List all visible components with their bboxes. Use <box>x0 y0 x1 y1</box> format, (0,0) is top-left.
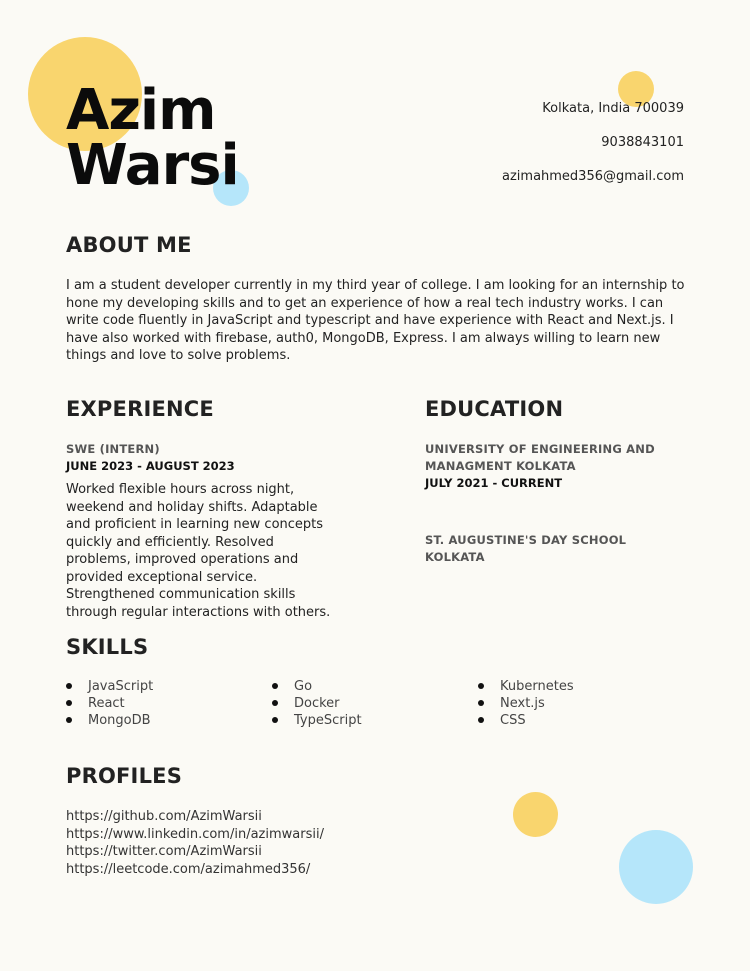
bullet-icon <box>66 717 72 723</box>
profiles-heading: PROFILES <box>66 764 183 788</box>
bullet-icon <box>478 683 484 689</box>
first-name: Azim <box>66 78 216 143</box>
skill-label: JavaScript <box>88 679 154 694</box>
skill-label: Docker <box>294 696 340 711</box>
skill-item <box>478 712 574 729</box>
skills-column <box>66 678 153 729</box>
skills-column <box>478 678 574 729</box>
profile-link-github[interactable]: https://github.com/AzimWarsii <box>66 809 262 824</box>
skill-label: Kubernetes <box>500 679 574 694</box>
bullet-icon <box>478 700 484 706</box>
contact-phone: 9038843101 <box>601 135 684 150</box>
bullet-icon <box>272 717 278 723</box>
profile-link-twitter[interactable]: https://twitter.com/AzimWarsii <box>66 844 262 859</box>
experience-role: SWE (INTERN) <box>66 442 160 456</box>
contact-info <box>502 100 684 202</box>
bullet-icon <box>66 700 72 706</box>
experience-heading: EXPERIENCE <box>66 397 214 421</box>
skill-item <box>272 712 362 729</box>
skill-item <box>272 678 362 695</box>
about-text: I am a student developer currently in my third year of college. I am looking for an internship to hone my developing skills and to get an experience of how a real tech industry works. I can write code fluently in JavaScript and typescript and have experience with React and Next.js. I have also worked with firebase, auth0, MongoDB, Express. I am always willing to learn new things and love to solve problems. <box>66 278 685 363</box>
skill-label: Go <box>294 679 313 694</box>
profile-link-linkedin[interactable]: https://www.linkedin.com/in/azimwarsii/ <box>66 826 324 842</box>
candidate-name <box>66 78 239 198</box>
contact-email[interactable]: azimahmed356@gmail.com <box>502 169 684 184</box>
education-school: ST. AUGUSTINE'S DAY SCHOOL KOLKATA <box>425 533 627 564</box>
education-heading: EDUCATION <box>425 397 564 421</box>
last-name: Warsi <box>66 133 239 198</box>
bullet-icon <box>478 717 484 723</box>
skill-item <box>478 695 574 712</box>
bullet-icon <box>272 683 278 689</box>
skill-label: React <box>88 696 125 711</box>
skill-item <box>478 678 574 695</box>
education-date: JULY 2021 - CURRENT <box>425 476 563 490</box>
skill-label: CSS <box>500 713 526 728</box>
skills-heading: SKILLS <box>66 635 149 659</box>
education-school: UNIVERSITY OF ENGINEERING AND MANAGMENT KOLKATA <box>425 442 655 473</box>
about-heading: ABOUT ME <box>66 233 192 257</box>
skill-label: MongoDB <box>88 713 151 728</box>
skill-item <box>66 712 153 729</box>
skill-item <box>66 678 153 695</box>
skill-label: TypeScript <box>294 713 362 728</box>
decorative-blue-circle <box>619 830 693 904</box>
bullet-icon <box>272 700 278 706</box>
skill-item <box>272 695 362 712</box>
skills-column <box>272 678 362 729</box>
skill-label: Next.js <box>500 696 545 711</box>
experience-date: JUNE 2023 - AUGUST 2023 <box>66 459 235 473</box>
contact-location: Kolkata, India 700039 <box>542 101 684 116</box>
skill-item <box>66 695 153 712</box>
decorative-yellow-circle <box>513 792 558 837</box>
experience-description: Worked flexible hours across night, weekend and holiday shifts. Adaptable and proficient in learning new concepts quickly and efficiently. Resolved problems, improved operations and provided exceptional service. Strengthened communication skills through regular interactions with others. <box>66 482 331 620</box>
profiles-list <box>66 808 324 878</box>
profile-link-leetcode[interactable]: https://leetcode.com/azimahmed356/ <box>66 861 311 877</box>
bullet-icon <box>66 683 72 689</box>
